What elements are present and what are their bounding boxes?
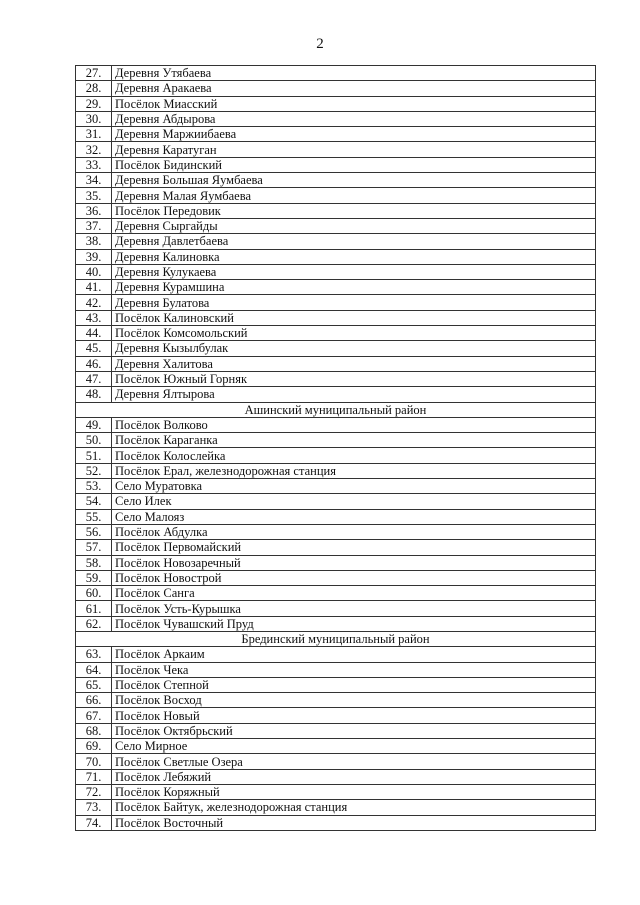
section-title: Брединский муниципальный район: [76, 631, 596, 646]
table-row: [76, 601, 596, 616]
row-number: 70.: [76, 754, 112, 769]
row-number: 68.: [76, 723, 112, 738]
row-number: 58.: [76, 555, 112, 570]
settlement-name: Деревня Кулукаева: [112, 264, 596, 279]
settlement-name: Посёлок Волково: [112, 417, 596, 432]
table-row: [76, 264, 596, 279]
row-number: 44.: [76, 326, 112, 341]
settlement-name: Посёлок Абдулка: [112, 524, 596, 539]
row-number: 31.: [76, 127, 112, 142]
table-row: [76, 739, 596, 754]
settlement-name: Посёлок Первомайский: [112, 540, 596, 555]
row-number: 47.: [76, 371, 112, 386]
table-row: [76, 295, 596, 310]
row-number: 40.: [76, 264, 112, 279]
settlement-name: Посёлок Колослейка: [112, 448, 596, 463]
row-number: 59.: [76, 570, 112, 585]
table-row: [76, 570, 596, 585]
settlement-name: Село Малояз: [112, 509, 596, 524]
settlement-name: Посёлок Новый: [112, 708, 596, 723]
settlement-name: Деревня Сыргайды: [112, 218, 596, 233]
table-row: [76, 708, 596, 723]
row-number: 42.: [76, 295, 112, 310]
table-row: [76, 203, 596, 218]
table-row: [76, 784, 596, 799]
row-number: 56.: [76, 524, 112, 539]
table-row: [76, 494, 596, 509]
table-row: [76, 96, 596, 111]
table-row: [76, 111, 596, 126]
table-row: [76, 662, 596, 677]
table-row: [76, 647, 596, 662]
settlement-name: Деревня Малая Яумбаева: [112, 188, 596, 203]
table-row: [76, 66, 596, 81]
table-row: [76, 142, 596, 157]
row-number: 28.: [76, 81, 112, 96]
settlement-name: Посёлок Лебяжий: [112, 769, 596, 784]
settlement-name: Посёлок Светлые Озера: [112, 754, 596, 769]
row-number: 57.: [76, 540, 112, 555]
table-row: [76, 723, 596, 738]
page-number: 2: [316, 36, 324, 52]
row-number: 29.: [76, 96, 112, 111]
row-number: 52.: [76, 463, 112, 478]
row-number: 71.: [76, 769, 112, 784]
table-row: [76, 616, 596, 631]
settlement-name: Село Муратовка: [112, 479, 596, 494]
row-number: 33.: [76, 157, 112, 172]
settlement-name: Посёлок Санга: [112, 586, 596, 601]
settlement-name: Деревня Халитова: [112, 356, 596, 371]
row-number: 67.: [76, 708, 112, 723]
settlement-name: Посёлок Ерал, железнодорожная станция: [112, 463, 596, 478]
table-row: [76, 157, 596, 172]
row-number: 30.: [76, 111, 112, 126]
table-row: [76, 479, 596, 494]
settlement-name: Посёлок Чека: [112, 662, 596, 677]
row-number: 49.: [76, 417, 112, 432]
table-row: [76, 326, 596, 341]
settlement-name: Посёлок Байтук, железнодорожная станция: [112, 800, 596, 815]
settlement-name: Посёлок Новострой: [112, 570, 596, 585]
table-row: [76, 769, 596, 784]
row-number: 27.: [76, 66, 112, 81]
row-number: 62.: [76, 616, 112, 631]
settlement-name: Деревня Давлетбаева: [112, 234, 596, 249]
row-number: 48.: [76, 387, 112, 402]
row-number: 60.: [76, 586, 112, 601]
table-row: [76, 387, 596, 402]
table-row: [76, 127, 596, 142]
settlement-name: Посёлок Калиновский: [112, 310, 596, 325]
settlement-name: Посёлок Чувашский Пруд: [112, 616, 596, 631]
settlement-name: Деревня Ялтырова: [112, 387, 596, 402]
settlement-name: Посёлок Караганка: [112, 433, 596, 448]
row-number: 36.: [76, 203, 112, 218]
table-body: [76, 66, 596, 831]
table-row: [76, 341, 596, 356]
settlement-name: Деревня Кызылбулак: [112, 341, 596, 356]
settlement-name: Посёлок Новозаречный: [112, 555, 596, 570]
table-row: [76, 693, 596, 708]
settlement-name: Посёлок Аркаим: [112, 647, 596, 662]
table-row: [76, 800, 596, 815]
settlement-name: Деревня Калиновка: [112, 249, 596, 264]
settlement-name: Деревня Маржиибаева: [112, 127, 596, 142]
table-row: [76, 234, 596, 249]
table-row: [76, 417, 596, 432]
row-number: 74.: [76, 815, 112, 830]
settlement-name: Посёлок Передовик: [112, 203, 596, 218]
table-row: [76, 173, 596, 188]
row-number: 73.: [76, 800, 112, 815]
settlement-name: Село Мирное: [112, 739, 596, 754]
settlement-name: Село Илек: [112, 494, 596, 509]
settlement-name: Посёлок Комсомольский: [112, 326, 596, 341]
row-number: 69.: [76, 739, 112, 754]
row-number: 53.: [76, 479, 112, 494]
table-row: [76, 371, 596, 386]
table-row: [76, 524, 596, 539]
settlement-name: Посёлок Степной: [112, 677, 596, 692]
row-number: 32.: [76, 142, 112, 157]
row-number: 55.: [76, 509, 112, 524]
table-row: [76, 509, 596, 524]
settlement-name: Деревня Утябаева: [112, 66, 596, 81]
row-number: 72.: [76, 784, 112, 799]
row-number: 41.: [76, 280, 112, 295]
row-number: 51.: [76, 448, 112, 463]
table-row: [76, 677, 596, 692]
row-number: 65.: [76, 677, 112, 692]
table-row: [76, 249, 596, 264]
settlement-name: Посёлок Южный Горняк: [112, 371, 596, 386]
row-number: 54.: [76, 494, 112, 509]
table-row: [76, 310, 596, 325]
table-row: [76, 81, 596, 96]
settlement-name: Посёлок Коряжный: [112, 784, 596, 799]
row-number: 66.: [76, 693, 112, 708]
table-row: [76, 586, 596, 601]
settlement-name: Деревня Абдырова: [112, 111, 596, 126]
section-header-row: [76, 402, 596, 417]
settlement-name: Посёлок Октябрьский: [112, 723, 596, 738]
table-row: [76, 448, 596, 463]
section-title: Ашинский муниципальный район: [76, 402, 596, 417]
table-row: [76, 815, 596, 830]
row-number: 64.: [76, 662, 112, 677]
row-number: 63.: [76, 647, 112, 662]
settlement-name: Посёлок Бидинский: [112, 157, 596, 172]
row-number: 43.: [76, 310, 112, 325]
table-row: [76, 463, 596, 478]
table-row: [76, 754, 596, 769]
row-number: 35.: [76, 188, 112, 203]
settlement-name: Посёлок Восход: [112, 693, 596, 708]
table-row: [76, 356, 596, 371]
table-row: [76, 433, 596, 448]
settlement-name: Посёлок Миасский: [112, 96, 596, 111]
table-row: [76, 540, 596, 555]
row-number: 38.: [76, 234, 112, 249]
settlement-name: Деревня Курамшина: [112, 280, 596, 295]
table-row: [76, 218, 596, 233]
table-row: [76, 188, 596, 203]
row-number: 46.: [76, 356, 112, 371]
settlement-name: Деревня Аракаева: [112, 81, 596, 96]
settlement-name: Деревня Каратуган: [112, 142, 596, 157]
table-row: [76, 555, 596, 570]
row-number: 37.: [76, 218, 112, 233]
settlement-name: Деревня Большая Яумбаева: [112, 173, 596, 188]
row-number: 61.: [76, 601, 112, 616]
row-number: 39.: [76, 249, 112, 264]
row-number: 50.: [76, 433, 112, 448]
row-number: 34.: [76, 173, 112, 188]
settlement-name: Посёлок Восточный: [112, 815, 596, 830]
settlement-name: Посёлок Усть-Курышка: [112, 601, 596, 616]
section-header-row: [76, 631, 596, 646]
settlement-name: Деревня Булатова: [112, 295, 596, 310]
settlements-table: [75, 65, 596, 831]
row-number: 45.: [76, 341, 112, 356]
table-row: [76, 280, 596, 295]
